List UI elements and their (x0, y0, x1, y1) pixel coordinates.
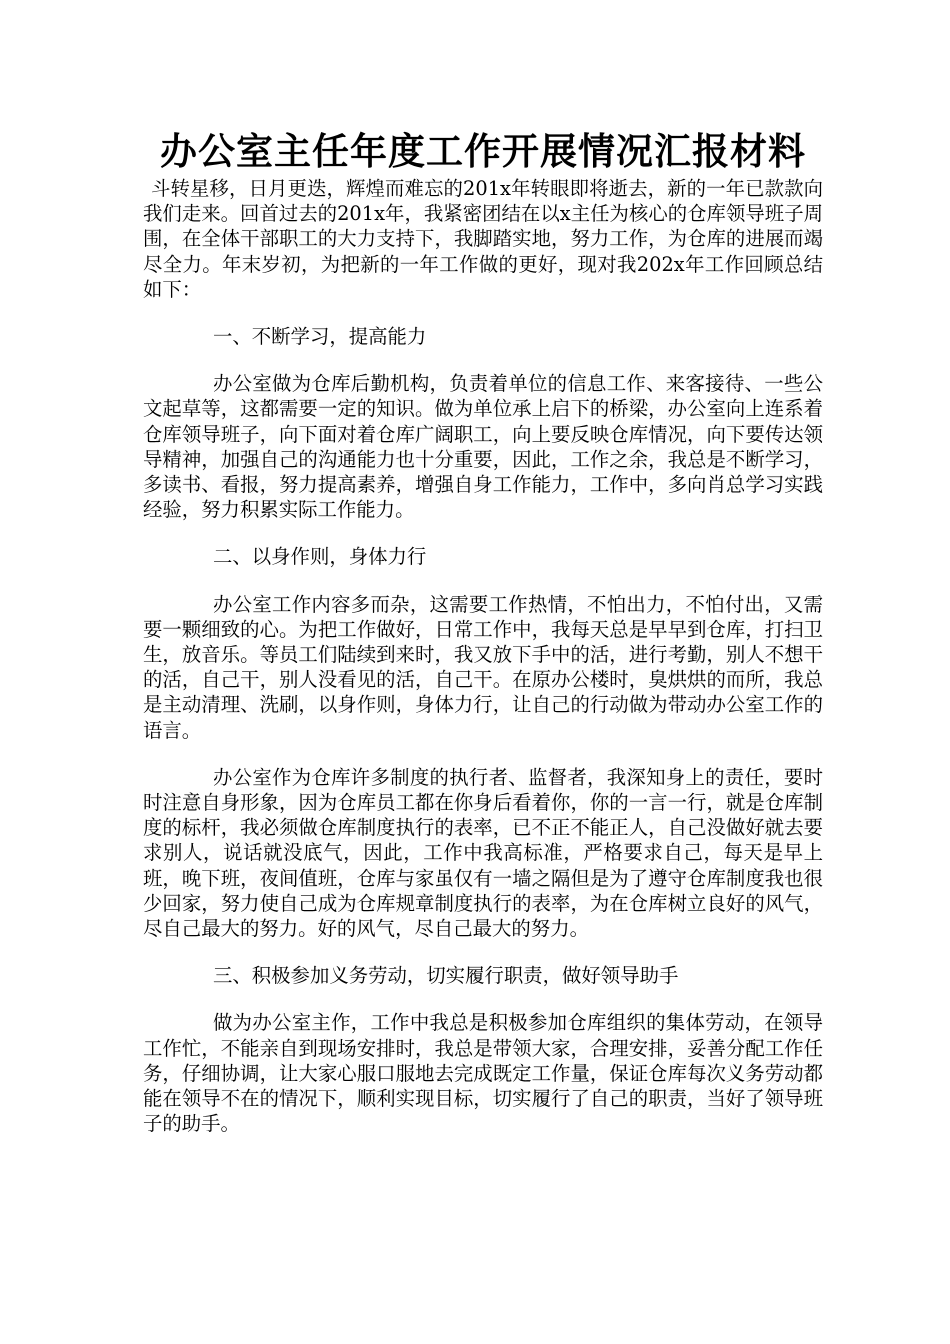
section3-paragraph-1: 做为办公室主作，工作中我总是积极参加仓库组织的集体劳动，在领导工作忙，不能亲自到现场安排时，我总是带领大家，合理安排，妥善分配工作任务，仔细协调，让大家心服口服地去完成既定工作量，保证仓库每次义务劳动都能在领导不在的情况下，顺利实现目标，切实履行了自己的职责，当好了领导班子的助手。 (143, 1011, 823, 1136)
section-heading-3: 三、积极参加义务劳动，切实履行职责，做好领导助手 (213, 964, 679, 988)
section2-paragraph-1: 办公室工作内容多而杂，这需要工作热情，不怕出力，不怕付出，又需要一颗细致的心。为把工作做好，日常工作中，我每天总是早早到仓库，打扫卫生，放音乐。等员工们陆续到来时，我又放下手中的活，进行考勤，别人不想干的活，自己干，别人没看见的活，自己干。在原办公楼时，臭烘烘的而所，我总是主动清理、洗刷，以身作则，身体力行，让自己的行动做为带动办公室工作的语言。 (143, 592, 823, 742)
document-page (143, 128, 823, 1137)
section-heading-2: 二、以身作则，身体力行 (213, 545, 427, 569)
section1-paragraph-1: 办公室做为仓库后勤机构，负责着单位的信息工作、来客接待、一些公文起草等，这都需要一定的知识。做为单位承上启下的桥梁，办公室向上连系着仓库领导班子，向下面对着仓库广阔职工，向上要反映仓库情况，向下要传达领导精神，加强自己的沟通能力也十分重要，因此，工作之余，我总是不断学习，多读书、看报，努力提高素养，增强自身工作能力，工作中，多向肖总学习实践经验，努力积累实际工作能力。 (143, 372, 823, 522)
intro-paragraph: 斗转星移，日月更迭，辉煌而难忘的201x年转眼即将逝去，新的一年已款款向我们走来。回首过去的201x年，我紧密团结在以x主任为核心的仓库领导班子周围，在全体干部职工的大力支持下，我脚踏实地，努力工作，为仓库的进展而竭尽全力。年末岁初，为把新的一年工作做的更好，现对我202x年工作回顾总结如下： (143, 177, 823, 301)
section2-paragraph-2: 办公室作为仓库许多制度的执行者、监督者，我深知身上的责任，要时时注意自身形象，因为仓库员工都在你身后看着你，你的一言一行，就是仓库制度的标杆，我必须做仓库制度执行的表率，已不正不能正人，自己没做好就去要求别人，说话就没底气，因此，工作中我高标准，严格要求自己，每天是早上班，晚下班，夜间值班，仓库与家虽仅有一墙之隔但是为了遵守仓库制度我也很少回家，努力使自己成为仓库规章制度执行的表率，为在仓库树立良好的风气，尽自己最大的努力。好的风气，尽自己最大的努力。 (143, 765, 823, 941)
document-title: 办公室主任年度工作开展情况汇报材料 (160, 130, 806, 173)
section-heading-1: 一、不断学习，提高能力 (213, 325, 427, 349)
